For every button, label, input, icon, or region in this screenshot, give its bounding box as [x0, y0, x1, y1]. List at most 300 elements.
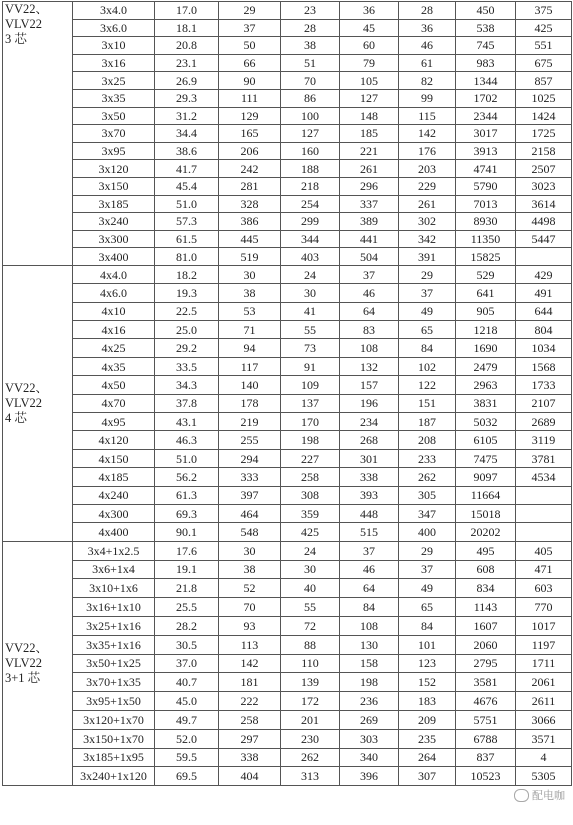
- value-cell: 36: [399, 19, 456, 37]
- table-row: [3, 635, 572, 654]
- value-cell: 59.5: [155, 748, 219, 767]
- value-cell: 230: [281, 729, 340, 748]
- table-row: [3, 2, 572, 20]
- value-cell: 24: [281, 541, 340, 560]
- table-row: [3, 302, 572, 320]
- value-cell: 111: [219, 89, 281, 107]
- value-cell: 29: [399, 265, 456, 283]
- spec-cell: 4x185: [73, 468, 155, 486]
- value-cell: 5447: [516, 230, 572, 248]
- value-cell: 101: [399, 635, 456, 654]
- value-cell: 297: [219, 729, 281, 748]
- value-cell: 172: [281, 692, 340, 711]
- value-cell: 464: [219, 504, 281, 522]
- value-cell: 64: [340, 579, 399, 598]
- value-cell: 71: [219, 321, 281, 339]
- value-cell: 7013: [456, 195, 516, 213]
- table-row: [3, 321, 572, 339]
- value-cell: 198: [281, 431, 340, 449]
- value-cell: 429: [516, 265, 572, 283]
- value-cell: 81.0: [155, 248, 219, 266]
- spec-cell: 4x50: [73, 376, 155, 394]
- value-cell: 208: [399, 431, 456, 449]
- value-cell: 198: [340, 673, 399, 692]
- value-cell: 69.3: [155, 504, 219, 522]
- value-cell: 2507: [516, 160, 572, 178]
- group-label-line: VV22、: [5, 2, 49, 16]
- table-row: [3, 19, 572, 37]
- value-cell: 36: [340, 2, 399, 20]
- value-cell: 641: [456, 284, 516, 302]
- value-cell: 397: [219, 486, 281, 504]
- group-label-line: VV22、: [5, 380, 49, 395]
- value-cell: 229: [399, 177, 456, 195]
- value-cell: 28.2: [155, 616, 219, 635]
- value-cell: 38: [219, 560, 281, 579]
- value-cell: 264: [399, 748, 456, 767]
- group-label-line: VV22、: [5, 640, 49, 655]
- group-label-line: 3+1 芯: [5, 670, 41, 685]
- value-cell: 100: [281, 107, 340, 125]
- table-row: [3, 767, 572, 786]
- value-cell: 405: [516, 541, 572, 560]
- value-cell: 18.2: [155, 265, 219, 283]
- spec-cell: 3x10: [73, 37, 155, 55]
- spec-cell: 3x4.0: [73, 2, 155, 20]
- value-cell: 333: [219, 468, 281, 486]
- value-cell: 66: [219, 54, 281, 72]
- cable-spec-table: [2, 1, 572, 786]
- value-cell: 38: [219, 284, 281, 302]
- table-row: [3, 523, 572, 541]
- value-cell: 675: [516, 54, 572, 72]
- value-cell: 262: [281, 748, 340, 767]
- value-cell: 400: [399, 523, 456, 541]
- value-cell: 4741: [456, 160, 516, 178]
- spec-cell: 3x25+1x16: [73, 616, 155, 635]
- value-cell: 90: [219, 72, 281, 90]
- table-row: [3, 213, 572, 231]
- value-cell: 29.3: [155, 89, 219, 107]
- spec-cell: 4x240: [73, 486, 155, 504]
- value-cell: 3581: [456, 673, 516, 692]
- chat-bubble-icon: [514, 789, 529, 802]
- value-cell: 1034: [516, 339, 572, 357]
- value-cell: 51.0: [155, 449, 219, 467]
- watermark-text: 配电咖: [532, 789, 565, 802]
- table-row: [3, 504, 572, 522]
- value-cell: 2344: [456, 107, 516, 125]
- value-cell: 30.5: [155, 635, 219, 654]
- value-cell: 70: [281, 72, 340, 90]
- value-cell: 2061: [516, 673, 572, 692]
- value-cell: 188: [281, 160, 340, 178]
- value-cell: 20.8: [155, 37, 219, 55]
- value-cell: 6788: [456, 729, 516, 748]
- value-cell: 404: [219, 767, 281, 786]
- spec-cell: 4x4.0: [73, 265, 155, 283]
- value-cell: 108: [340, 339, 399, 357]
- value-cell: 129: [219, 107, 281, 125]
- value-cell: 3017: [456, 125, 516, 143]
- spec-cell: 3x240: [73, 213, 155, 231]
- spec-cell: 3x35+1x16: [73, 635, 155, 654]
- spec-cell: 4x16: [73, 321, 155, 339]
- spec-cell: 3x240+1x120: [73, 767, 155, 786]
- value-cell: 34.3: [155, 376, 219, 394]
- value-cell: 38: [281, 37, 340, 55]
- table-row: [3, 54, 572, 72]
- value-cell: 338: [219, 748, 281, 767]
- value-cell: 37.0: [155, 654, 219, 673]
- value-cell: 5790: [456, 177, 516, 195]
- value-cell: 905: [456, 302, 516, 320]
- value-cell: 84: [340, 598, 399, 617]
- value-cell: 22.5: [155, 302, 219, 320]
- value-cell: 393: [340, 486, 399, 504]
- value-cell: 61.5: [155, 230, 219, 248]
- value-cell: 109: [281, 376, 340, 394]
- value-cell: 37: [340, 265, 399, 283]
- spec-cell: 3x400: [73, 248, 155, 266]
- table-row: [3, 710, 572, 729]
- value-cell: 857: [516, 72, 572, 90]
- value-cell: 178: [219, 394, 281, 412]
- value-cell: 55: [281, 321, 340, 339]
- table-row: [3, 376, 572, 394]
- value-cell: 495: [456, 541, 516, 560]
- value-cell: 1690: [456, 339, 516, 357]
- value-cell: 29: [399, 541, 456, 560]
- value-cell: 504: [340, 248, 399, 266]
- value-cell: 2795: [456, 654, 516, 673]
- value-cell: 140: [219, 376, 281, 394]
- table-row: [3, 107, 572, 125]
- value-cell: 218: [281, 177, 340, 195]
- value-cell: 49: [399, 579, 456, 598]
- value-cell: 3913: [456, 142, 516, 160]
- group-label: [3, 541, 73, 785]
- value-cell: 313: [281, 767, 340, 786]
- value-cell: 51.0: [155, 195, 219, 213]
- value-cell: 38.6: [155, 142, 219, 160]
- value-cell: 209: [399, 710, 456, 729]
- value-cell: 70: [219, 598, 281, 617]
- value-cell: 261: [340, 160, 399, 178]
- value-cell: 299: [281, 213, 340, 231]
- value-cell: 45.4: [155, 177, 219, 195]
- group-label: [3, 2, 73, 266]
- value-cell: 269: [340, 710, 399, 729]
- value-cell: 261: [399, 195, 456, 213]
- value-cell: 529: [456, 265, 516, 283]
- value-cell: 40.7: [155, 673, 219, 692]
- value-cell: 5305: [516, 767, 572, 786]
- spec-cell: 4x120: [73, 431, 155, 449]
- value-cell: 152: [399, 673, 456, 692]
- spec-cell: 4x150: [73, 449, 155, 467]
- value-cell: 258: [281, 468, 340, 486]
- value-cell: 2060: [456, 635, 516, 654]
- value-cell: 86: [281, 89, 340, 107]
- value-cell: 108: [340, 616, 399, 635]
- value-cell: 82: [399, 72, 456, 90]
- value-cell: 17.0: [155, 2, 219, 20]
- value-cell: 301: [340, 449, 399, 467]
- spec-cell: 3x25: [73, 72, 155, 90]
- value-cell: 127: [281, 125, 340, 143]
- value-cell: 102: [399, 357, 456, 375]
- value-cell: 9097: [456, 468, 516, 486]
- value-cell: 3023: [516, 177, 572, 195]
- value-cell: 745: [456, 37, 516, 55]
- value-cell: 51: [281, 54, 340, 72]
- value-cell: 49.7: [155, 710, 219, 729]
- spec-cell: 3x50+1x25: [73, 654, 155, 673]
- value-cell: 88: [281, 635, 340, 654]
- value-cell: 386: [219, 213, 281, 231]
- value-cell: 491: [516, 284, 572, 302]
- value-cell: 3571: [516, 729, 572, 748]
- table-row: [3, 265, 572, 283]
- value-cell: 196: [340, 394, 399, 412]
- value-cell: 1218: [456, 321, 516, 339]
- value-cell: 3831: [456, 394, 516, 412]
- value-cell: 448: [340, 504, 399, 522]
- value-cell: 170: [281, 413, 340, 431]
- value-cell: 450: [456, 2, 516, 20]
- value-cell: 515: [340, 523, 399, 541]
- value-cell: 1017: [516, 616, 572, 635]
- value-cell: 268: [340, 431, 399, 449]
- value-cell: 30: [219, 541, 281, 560]
- table-row: [3, 541, 572, 560]
- value-cell: 3614: [516, 195, 572, 213]
- value-cell: 206: [219, 142, 281, 160]
- value-cell: 548: [219, 523, 281, 541]
- value-cell: 837: [456, 748, 516, 767]
- value-cell: 234: [340, 413, 399, 431]
- value-cell: 93: [219, 616, 281, 635]
- value-cell: 31.2: [155, 107, 219, 125]
- value-cell: 396: [340, 767, 399, 786]
- value-cell: 389: [340, 213, 399, 231]
- value-cell: 28: [399, 2, 456, 20]
- value-cell: 4: [516, 748, 572, 767]
- value-cell: 37.8: [155, 394, 219, 412]
- value-cell: 37: [399, 560, 456, 579]
- table-row: [3, 413, 572, 431]
- value-cell: 33.5: [155, 357, 219, 375]
- table-row: [3, 195, 572, 213]
- value-cell: 445: [219, 230, 281, 248]
- value-cell: 43.1: [155, 413, 219, 431]
- spec-cell: 4x25: [73, 339, 155, 357]
- value-cell: 40: [281, 579, 340, 598]
- value-cell: 64: [340, 302, 399, 320]
- value-cell: 2689: [516, 413, 572, 431]
- value-cell: [516, 486, 572, 504]
- value-cell: 21.8: [155, 579, 219, 598]
- value-cell: 1344: [456, 72, 516, 90]
- value-cell: 3119: [516, 431, 572, 449]
- value-cell: 1711: [516, 654, 572, 673]
- value-cell: 347: [399, 504, 456, 522]
- value-cell: 296: [340, 177, 399, 195]
- value-cell: 117: [219, 357, 281, 375]
- value-cell: 1607: [456, 616, 516, 635]
- value-cell: 41: [281, 302, 340, 320]
- value-cell: 50: [219, 37, 281, 55]
- value-cell: 2611: [516, 692, 572, 711]
- value-cell: 130: [340, 635, 399, 654]
- value-cell: 2158: [516, 142, 572, 160]
- value-cell: 123: [399, 654, 456, 673]
- value-cell: 1143: [456, 598, 516, 617]
- spec-cell: 4x300: [73, 504, 155, 522]
- value-cell: 4498: [516, 213, 572, 231]
- table-row: [3, 468, 572, 486]
- value-cell: 1568: [516, 357, 572, 375]
- value-cell: 425: [281, 523, 340, 541]
- spec-cell: 3x95: [73, 142, 155, 160]
- value-cell: 2963: [456, 376, 516, 394]
- value-cell: 113: [219, 635, 281, 654]
- value-cell: 1424: [516, 107, 572, 125]
- value-cell: 221: [340, 142, 399, 160]
- spec-cell: 3x185: [73, 195, 155, 213]
- table-row: [3, 230, 572, 248]
- value-cell: 61.3: [155, 486, 219, 504]
- value-cell: 203: [399, 160, 456, 178]
- value-cell: 142: [219, 654, 281, 673]
- value-cell: 834: [456, 579, 516, 598]
- value-cell: 181: [219, 673, 281, 692]
- value-cell: 302: [399, 213, 456, 231]
- value-cell: 37: [399, 284, 456, 302]
- value-cell: 3781: [516, 449, 572, 467]
- value-cell: 49: [399, 302, 456, 320]
- value-cell: 254: [281, 195, 340, 213]
- table-row: [3, 486, 572, 504]
- value-cell: 24: [281, 265, 340, 283]
- value-cell: 84: [399, 616, 456, 635]
- value-cell: 94: [219, 339, 281, 357]
- value-cell: 2107: [516, 394, 572, 412]
- value-cell: 359: [281, 504, 340, 522]
- table-row: [3, 394, 572, 412]
- value-cell: 105: [340, 72, 399, 90]
- value-cell: 57.3: [155, 213, 219, 231]
- value-cell: 258: [219, 710, 281, 729]
- value-cell: 519: [219, 248, 281, 266]
- value-cell: 328: [219, 195, 281, 213]
- table-row: [3, 125, 572, 143]
- spec-cell: 3x95+1x50: [73, 692, 155, 711]
- value-cell: 403: [281, 248, 340, 266]
- spec-cell: 3x16: [73, 54, 155, 72]
- value-cell: 60: [340, 37, 399, 55]
- value-cell: 344: [281, 230, 340, 248]
- spec-cell: 3x6+1x4: [73, 560, 155, 579]
- value-cell: 644: [516, 302, 572, 320]
- value-cell: 17.6: [155, 541, 219, 560]
- value-cell: 30: [219, 265, 281, 283]
- group-label: [3, 265, 73, 541]
- value-cell: 342: [399, 230, 456, 248]
- value-cell: 142: [399, 125, 456, 143]
- value-cell: 29.2: [155, 339, 219, 357]
- value-cell: 281: [219, 177, 281, 195]
- table-row: [3, 357, 572, 375]
- spec-cell: 4x35: [73, 357, 155, 375]
- value-cell: 262: [399, 468, 456, 486]
- value-cell: 5751: [456, 710, 516, 729]
- value-cell: [516, 523, 572, 541]
- value-cell: 770: [516, 598, 572, 617]
- value-cell: 340: [340, 748, 399, 767]
- value-cell: 391: [399, 248, 456, 266]
- value-cell: 69.5: [155, 767, 219, 786]
- table-row: [3, 160, 572, 178]
- table-row: [3, 248, 572, 266]
- table-row: [3, 177, 572, 195]
- value-cell: 84: [399, 339, 456, 357]
- value-cell: 30: [281, 284, 340, 302]
- value-cell: 53: [219, 302, 281, 320]
- group-label-line: VLV22: [5, 655, 43, 670]
- value-cell: 305: [399, 486, 456, 504]
- table-row: [3, 673, 572, 692]
- spec-cell: 4x6.0: [73, 284, 155, 302]
- value-cell: 45: [340, 19, 399, 37]
- value-cell: [516, 248, 572, 266]
- value-cell: 137: [281, 394, 340, 412]
- spec-cell: 3x150+1x70: [73, 729, 155, 748]
- value-cell: 307: [399, 767, 456, 786]
- value-cell: 72: [281, 616, 340, 635]
- value-cell: 46: [340, 560, 399, 579]
- table-row: [3, 339, 572, 357]
- value-cell: 46: [399, 37, 456, 55]
- table-row: [3, 560, 572, 579]
- value-cell: [516, 504, 572, 522]
- value-cell: 55: [281, 598, 340, 617]
- value-cell: 1025: [516, 89, 572, 107]
- value-cell: 115: [399, 107, 456, 125]
- spec-cell: 3x300: [73, 230, 155, 248]
- value-cell: 1702: [456, 89, 516, 107]
- value-cell: 425: [516, 19, 572, 37]
- value-cell: 2479: [456, 357, 516, 375]
- value-cell: 176: [399, 142, 456, 160]
- value-cell: 37: [340, 541, 399, 560]
- table-row: [3, 692, 572, 711]
- value-cell: 11350: [456, 230, 516, 248]
- value-cell: 28: [281, 19, 340, 37]
- value-cell: 7475: [456, 449, 516, 467]
- value-cell: 242: [219, 160, 281, 178]
- spec-cell: 3x16+1x10: [73, 598, 155, 617]
- value-cell: 65: [399, 321, 456, 339]
- value-cell: 20202: [456, 523, 516, 541]
- value-cell: 538: [456, 19, 516, 37]
- value-cell: 148: [340, 107, 399, 125]
- value-cell: 90.1: [155, 523, 219, 541]
- value-cell: 23.1: [155, 54, 219, 72]
- value-cell: 19.1: [155, 560, 219, 579]
- value-cell: 294: [219, 449, 281, 467]
